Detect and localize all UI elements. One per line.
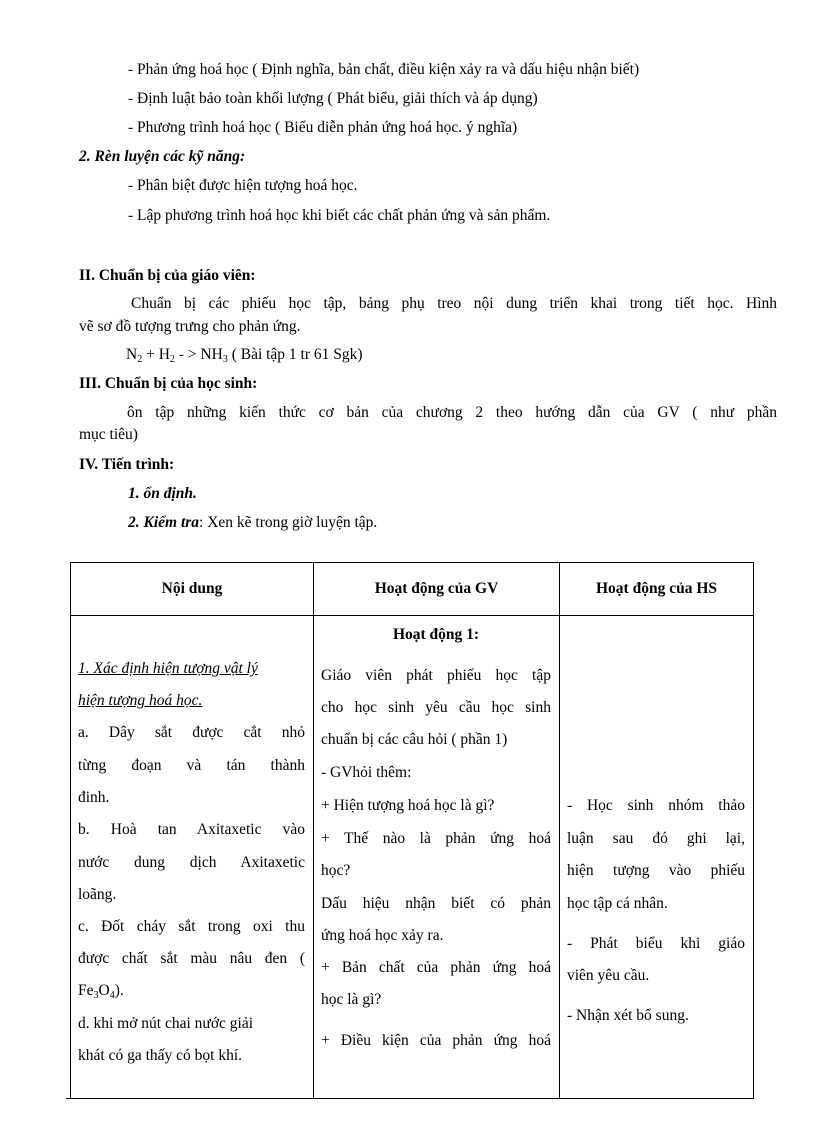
student-line: hiện tượng vào phiếu: [567, 862, 745, 879]
teacher-line: học là gì?: [321, 991, 382, 1008]
content-line: khát có ga thấy có bọt khí.: [78, 1047, 242, 1064]
eq-part: N: [126, 346, 138, 363]
student-prep-line: mục tiêu): [79, 426, 138, 443]
content-title: 1. Xác định hiện tượng vật lý: [78, 660, 258, 677]
teacher-line: - GVhỏi thêm:: [321, 764, 412, 781]
eq-sub: 2: [137, 354, 143, 365]
table-header-row: [71, 563, 754, 616]
student-line: viên yêu cầu.: [567, 967, 650, 984]
goal-item: - Phương trình hoá học ( Biểu diễn phản ứng hoá học. ý nghĩa): [128, 119, 518, 136]
skills-heading: 2. Rèn luyện các kỹ năng:: [79, 148, 246, 165]
teacher-line: Giáo viên phát phiếu học tập: [321, 667, 551, 684]
process-step-2-text: : Xen kẽ trong giờ luyện tập.: [199, 514, 378, 531]
formula-sub: 3: [93, 990, 99, 1001]
activity-title: Hoạt động 1:: [392, 626, 480, 643]
student-line: - Phát biểu khi giáo: [567, 935, 745, 952]
content-line: đinh.: [78, 789, 110, 806]
table-header-student: Hoạt động của HS: [560, 563, 754, 616]
student-prep-heading: III. Chuẩn bị của học sinh:: [79, 375, 258, 392]
formula-part: O: [98, 982, 110, 999]
content-line: loãng.: [78, 886, 117, 903]
teacher-prep-heading: II. Chuẩn bị của giáo viên:: [79, 267, 256, 284]
formula-part: ).: [114, 982, 124, 999]
student-line: - Học sinh nhóm thảo: [567, 797, 745, 814]
eq-sub: 2: [169, 354, 175, 365]
process-step-1: 1. ổn định.: [128, 485, 197, 502]
teacher-line: + Điều kiện của phản ứng hoá: [321, 1032, 551, 1049]
eq-note: ( Bài tập 1 tr 61 Sgk): [227, 346, 363, 363]
content-line: từng đoạn và tán thành: [78, 757, 305, 774]
student-line: học tập cá nhân.: [567, 895, 668, 912]
teacher-line: chuẩn bị các câu hỏi ( phần 1): [321, 731, 508, 748]
process-heading: IV. Tiến trình:: [79, 456, 175, 473]
student-line: luận sau đó ghi lại,: [567, 830, 745, 847]
content-title: hiện tượng hoá học.: [78, 692, 203, 709]
skill-item: - Phân biệt được hiện tượng hoá học.: [128, 177, 358, 194]
student-cell: [560, 616, 754, 1099]
goal-item: - Phản ứng hoá học ( Định nghĩa, bản chất, điều kiện xảy ra và dấu hiệu nhận biết): [128, 61, 640, 78]
eq-part: + H: [142, 346, 170, 363]
eq-sub: 3: [222, 354, 228, 365]
teacher-line: ứng hoá học xảy ra.: [321, 927, 444, 944]
teacher-prep-line: vẽ sơ đồ tượng trưng cho phản ứng.: [79, 318, 301, 335]
teacher-line: học?: [321, 862, 351, 879]
teacher-line: + Hiện tượng hoá học là gì?: [321, 797, 495, 814]
eq-part: - > NH: [174, 346, 223, 363]
content-cell: [71, 616, 314, 1099]
teacher-line: + Thế nào là phản ứng hoá: [321, 830, 551, 847]
content-line: d. khi mở nút chai nước giải: [78, 1015, 254, 1032]
lesson-table: [70, 562, 754, 1099]
formula-part: Fe: [78, 982, 94, 999]
content-line: c. Đốt cháy sắt trong oxi thu: [78, 918, 305, 935]
teacher-line: + Bản chất của phản ứng hoá: [321, 959, 551, 976]
content-line: a. Dây sắt được cắt nhỏ: [78, 724, 305, 741]
skill-item: - Lập phương trình hoá học khi biết các chất phản ứng và sản phẩm.: [128, 207, 551, 224]
table-header-content: Nội dung: [71, 563, 314, 616]
table-header-teacher: Hoạt động của GV: [314, 563, 560, 616]
student-prep-line: ôn tập những kiến thức cơ bản của chương 2 theo hướng dẫn của GV ( như phần: [127, 404, 777, 421]
process-step-2-label: 2. Kiểm tra: [128, 514, 200, 531]
content-line: b. Hoà tan Axitaxetic vào: [78, 821, 305, 838]
content-formula: [78, 981, 305, 1001]
process-step-2: [128, 513, 377, 533]
reaction-equation: [126, 345, 363, 365]
teacher-prep-line: Chuẩn bị các phiếu học tập, bảng phụ treo nội dung triển khai trong tiết học. Hình: [131, 295, 777, 312]
table-row: [71, 616, 754, 1099]
teacher-line: cho học sinh yêu cầu học sinh: [321, 699, 551, 716]
teacher-cell: [314, 616, 560, 1099]
student-line: - Nhận xét bổ sung.: [567, 1007, 689, 1024]
goal-item: - Định luật bảo toàn khối lượng ( Phát biểu, giải thích và áp dụng): [128, 90, 538, 107]
content-line: nước dung dịch Axitaxetic: [78, 854, 305, 871]
teacher-line: Dấu hiệu nhận biết có phản: [321, 895, 551, 912]
content-line: được chất sắt màu nâu đen (: [78, 950, 305, 967]
page-bottom-rule: [66, 1098, 753, 1099]
formula-sub: 4: [109, 990, 115, 1001]
